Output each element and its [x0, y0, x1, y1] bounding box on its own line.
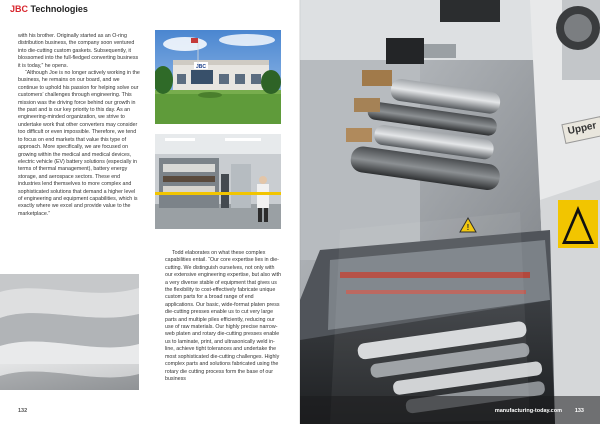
factory-interior-photo [155, 134, 281, 229]
right-page-photo [300, 0, 600, 424]
article-column-1 [18, 33, 140, 218]
machinery-photo [300, 0, 600, 424]
site-url: manufacturing-today.com [494, 408, 562, 414]
building-sign: JBC [195, 64, 207, 70]
upper-label-text: Upper [566, 120, 598, 138]
factory-interior-image [155, 134, 281, 229]
building-photo [155, 30, 281, 124]
paragraph: with his brother. Originally started as an O-ring distribution business, the company soon ventured into die-cutting custom gaskets. Subsequently, it blossomed into the full-fledged converting business it is today,” he opens. [18, 33, 139, 69]
paragraph: “Although Joe is no longer actively working in the business, he remains on our board, and we continue to uphold his passion for helping solve our customers’ challenges through engineering. This mission was the driving force behind our growth in the past and is our key priority to this day. As an engineering-minded organization, we strive to undertake work that other converters may consider too difficult or even impossible. Therefore, we tend to focus on end markets that value this type of approach. More specifically, we are focused on growing within the medical and medical devices, electric vehicle (EV) battery solutions (especially in terms of thermal management), battery energy storage, and aerospace sectors. These end industries lend themselves to more complex and sophisticated solutions that demand a higher level of engineering and equipment capabilities, which is exactly where we excel and provide value to the marketplace.” [18, 70, 140, 217]
building-photo-image [155, 30, 281, 124]
paragraph: Todd elaborates on what these complex capabilities entail. “Our core expertise lies in die-cutting. We distinguish ourselves, not only with our extensive engineering expertise, but also with a very diverse stable of equipment that gives us the flexibility to cost-effectively fabricate unique custom parts for a broad range of end applications. Our basic, wide-format platen press die-cutting presses enable us to cut very large parts and multiple piles efficiently, reducing our use of raw materials. Our highly precise narrow-web platen and rotary die-cutting presses enable us to laminate, print, and ultrasonically weld in-line, achieve tight tolerances and undertake the most sophisticated die-cutting challenges. Highly complex parts and solutions fabricated using the rotary die cutting process form the base of our business [165, 250, 282, 382]
masthead [10, 4, 88, 18]
material-roll-image [0, 274, 139, 390]
material-roll-photo [0, 274, 139, 390]
article-column-2 [165, 250, 281, 383]
masthead-brand: JBC [10, 4, 29, 14]
svg-text:!: ! [466, 223, 470, 232]
page-number-left: 132 [18, 408, 28, 414]
masthead-suffix: Technologies [28, 4, 88, 14]
spine-shadow [299, 0, 301, 424]
page-number-right: 133 [574, 408, 584, 414]
